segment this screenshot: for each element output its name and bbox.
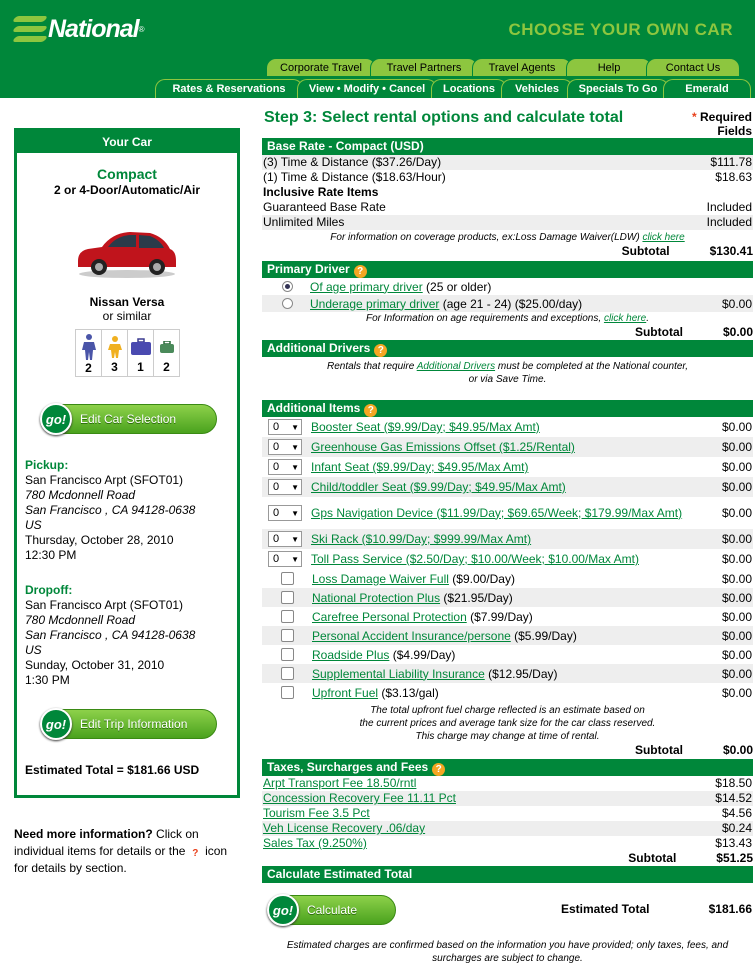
child-capacity bbox=[101, 329, 128, 377]
primary-driver-option bbox=[262, 278, 753, 295]
calculate-button[interactable] bbox=[268, 895, 396, 925]
underage-text: (age 21 - 24) ($25.00/day) bbox=[439, 296, 583, 311]
quantity-select[interactable] bbox=[268, 439, 302, 455]
item-checkbox[interactable] bbox=[281, 572, 294, 585]
dropoff-info bbox=[25, 583, 195, 688]
inclusive-value: Included bbox=[706, 200, 752, 214]
quantity-item-row bbox=[262, 549, 753, 569]
age-click-here-link[interactable]: click here bbox=[603, 313, 647, 324]
car-class: Compact bbox=[97, 166, 157, 182]
pickup-info bbox=[25, 458, 195, 563]
ad-note3: or via Save Time. bbox=[468, 374, 547, 385]
subtotal-label: Subtotal bbox=[634, 325, 683, 339]
dropdown-arrow-icon: ▼ bbox=[291, 462, 299, 472]
required-star: * bbox=[691, 110, 697, 124]
tax-row bbox=[262, 821, 753, 836]
coverage-note bbox=[262, 231, 753, 244]
primary-driver-option bbox=[262, 295, 753, 312]
national-logo-icon bbox=[14, 14, 46, 44]
primary-driver-title: Primary Driver bbox=[267, 262, 350, 276]
small-bag-icon bbox=[159, 333, 175, 360]
underage-radio[interactable] bbox=[282, 298, 293, 309]
pickup-street: 780 Mcdonnell Road bbox=[25, 488, 136, 502]
base-rate-label: (1) Time & Distance ($18.63/Hour) bbox=[263, 170, 446, 184]
base-rate-label: (3) Time & Distance ($37.26/Day) bbox=[263, 155, 442, 169]
item-value: $0.00 bbox=[721, 440, 752, 454]
base-rate-value: $111.78 bbox=[710, 155, 752, 169]
page-title: Step 3: Select rental options and calculate total bbox=[264, 109, 624, 126]
tax-row bbox=[262, 836, 753, 851]
sidebar-estimated-total: Estimated Total = $181.66 USD bbox=[25, 763, 200, 777]
tax-value: $14.52 bbox=[715, 791, 752, 805]
child-icon bbox=[107, 333, 123, 360]
car-name: Nissan Versa bbox=[89, 295, 165, 309]
subtotal-label: Subtotal bbox=[621, 244, 670, 258]
dropoff-time: 1:30 PM bbox=[25, 673, 70, 687]
top-nav bbox=[272, 58, 740, 76]
item-value: $0.00 bbox=[721, 666, 752, 681]
quantity-select[interactable] bbox=[268, 505, 302, 521]
tax-link[interactable]: Arpt Transport Fee 18.50/rntl bbox=[263, 776, 417, 790]
go-icon: go! bbox=[40, 403, 72, 435]
required-text: Required Fields bbox=[699, 110, 752, 138]
item-rate: ($12.95/Day) bbox=[484, 666, 558, 681]
help-icon[interactable]: ? bbox=[354, 265, 367, 278]
item-rate: ($7.99/Day) bbox=[466, 609, 533, 624]
quantity-item-row bbox=[262, 497, 753, 529]
item-link[interactable]: Toll Pass Service ($2.50/Day; $10.00/Week; $10.00/Max Amt) bbox=[311, 552, 639, 566]
subtotal-value: $0.00 bbox=[722, 743, 753, 757]
pickup-time: 12:30 PM bbox=[25, 548, 77, 562]
help-icon: ? bbox=[192, 848, 199, 859]
item-value: $0.00 bbox=[721, 590, 752, 605]
pickup-location: San Francisco Arpt (SFOT01) bbox=[25, 473, 184, 487]
nav-travel-partners[interactable]: Travel Partners bbox=[370, 58, 478, 76]
tax-row bbox=[262, 806, 753, 821]
more-info-text2: icon for details by section. bbox=[14, 844, 228, 875]
item-link[interactable]: Supplemental Liability Insurance bbox=[312, 666, 485, 681]
item-checkbox[interactable] bbox=[281, 686, 294, 699]
checkbox-items bbox=[262, 569, 753, 702]
base-rate-row bbox=[262, 170, 753, 185]
subtotal-value: $51.25 bbox=[716, 851, 753, 865]
edit-car-selection-label: Edit Car Selection bbox=[80, 412, 177, 426]
quantity-items bbox=[262, 417, 753, 569]
capacity-icons bbox=[17, 329, 237, 377]
quantity-item-row bbox=[262, 529, 753, 549]
pickup-country: US bbox=[25, 518, 42, 532]
quantity-value: 0 bbox=[273, 441, 280, 453]
checkbox-item-row bbox=[262, 645, 753, 664]
calculate-row bbox=[262, 883, 753, 931]
tax-value: $13.43 bbox=[715, 836, 752, 850]
calculate-label: Calculate bbox=[307, 903, 358, 917]
your-car-panel bbox=[14, 128, 240, 798]
quantity-item-row bbox=[262, 437, 753, 457]
item-link[interactable]: Greenhouse Gas Emissions Offset ($1.25/Rental) bbox=[311, 440, 575, 454]
estimated-total-label: Estimated Total bbox=[561, 902, 650, 916]
fuel-note1: The total upfront fuel charge reflected is an estimate based on bbox=[370, 705, 645, 716]
subtotal-label: Subtotal bbox=[628, 851, 677, 865]
item-value: $0.00 bbox=[721, 506, 752, 520]
edit-trip-information-label: Edit Trip Information bbox=[80, 717, 188, 731]
quantity-value: 0 bbox=[273, 553, 280, 565]
taxes-header bbox=[262, 759, 753, 776]
item-checkbox[interactable] bbox=[281, 591, 294, 604]
footnote1: Estimated charges are confirmed based on the information you have provided; only taxes, fees, and bbox=[286, 940, 729, 951]
item-link[interactable]: Child/toddler Seat ($9.99/Day; $49.95/Max Amt) bbox=[311, 480, 566, 494]
nav-corporate-travel[interactable]: Corporate Travel bbox=[266, 58, 376, 76]
ad-note1: Rentals that require bbox=[327, 361, 415, 372]
dropdown-arrow-icon: ▼ bbox=[291, 422, 299, 432]
item-value: $0.00 bbox=[721, 609, 752, 624]
tax-row bbox=[262, 791, 753, 806]
large-bag-count: 1 bbox=[137, 360, 144, 374]
fuel-note3: This charge may change at time of rental. bbox=[415, 731, 600, 742]
taxes-title: Taxes, Surcharges and Fees bbox=[267, 760, 429, 774]
base-rate-row bbox=[262, 155, 753, 170]
base-subtotal bbox=[262, 244, 753, 259]
additional-drivers-link[interactable]: Additional Drivers bbox=[416, 361, 496, 372]
tax-value: $4.56 bbox=[721, 806, 752, 820]
item-link[interactable]: Personal Accident Insurance/persone bbox=[312, 628, 511, 643]
nav-help[interactable]: Help bbox=[566, 58, 652, 76]
items-subtotal bbox=[262, 743, 753, 758]
dropoff-country: US bbox=[25, 643, 42, 657]
footnote bbox=[262, 939, 753, 965]
item-rate: ($5.99/Day) bbox=[510, 628, 577, 643]
pickup-date: Thursday, October 28, 2010 bbox=[25, 533, 174, 547]
more-info-text bbox=[14, 826, 244, 877]
item-rate: ($9.00/Day) bbox=[448, 571, 515, 586]
ad-note2: must be completed at the National counter, bbox=[497, 361, 688, 372]
car-image bbox=[72, 221, 182, 281]
item-checkbox[interactable] bbox=[281, 610, 294, 623]
inclusive-row bbox=[262, 200, 753, 215]
quantity-value: 0 bbox=[273, 533, 280, 545]
dropdown-arrow-icon: ▼ bbox=[291, 554, 299, 564]
nav-rates-reservations[interactable]: Rates & Reservations bbox=[155, 79, 303, 98]
dropoff-date: Sunday, October 31, 2010 bbox=[25, 658, 165, 672]
pickup-city: San Francisco , CA 94128-0638 bbox=[25, 503, 196, 517]
dropdown-arrow-icon: ▼ bbox=[291, 482, 299, 492]
subtotal-label: Subtotal bbox=[634, 743, 683, 757]
base-rate-value: $18.63 bbox=[715, 170, 752, 184]
tax-link[interactable]: Sales Tax (9.250%) bbox=[263, 836, 367, 850]
quantity-select[interactable] bbox=[268, 531, 302, 547]
tax-value: $18.50 bbox=[715, 776, 752, 790]
subtotal-value: $130.41 bbox=[709, 244, 753, 258]
checkbox-item-row bbox=[262, 626, 753, 645]
age-note-end: . bbox=[646, 313, 649, 324]
item-link[interactable]: Loss Damage Waiver Full bbox=[312, 571, 449, 586]
more-info-bold: Need more information? bbox=[14, 827, 153, 841]
checkbox-item-row bbox=[262, 683, 753, 702]
item-checkbox[interactable] bbox=[281, 648, 294, 661]
quantity-select[interactable] bbox=[268, 459, 302, 475]
logo-text: National bbox=[48, 14, 139, 43]
help-icon[interactable]: ? bbox=[364, 404, 377, 417]
dropoff-location: San Francisco Arpt (SFOT01) bbox=[25, 598, 184, 612]
inclusive-value: Included bbox=[706, 215, 752, 229]
item-rate: ($21.95/Day) bbox=[440, 590, 513, 605]
coverage-note-text: For information on coverage products, ex:Loss Damage Waiver(LDW) bbox=[330, 232, 640, 243]
item-checkbox[interactable] bbox=[281, 667, 294, 680]
more-info-text1: Click on individual items for details or the bbox=[14, 827, 199, 858]
inclusive-label: Guaranteed Base Rate bbox=[263, 200, 386, 214]
quantity-select[interactable] bbox=[268, 479, 302, 495]
dropdown-arrow-icon: ▼ bbox=[291, 508, 299, 518]
edit-car-selection-button[interactable] bbox=[41, 404, 217, 434]
nav-contact-us[interactable]: Contact Us bbox=[646, 58, 740, 76]
item-value: $0.00 bbox=[721, 647, 752, 662]
inclusive-row bbox=[262, 215, 753, 230]
base-rate-header: Base Rate - Compact (USD) bbox=[262, 138, 753, 155]
tax-link[interactable]: Tourism Fee 3.5 Pct bbox=[263, 806, 370, 820]
item-rate: ($3.13/gal) bbox=[378, 685, 439, 700]
checkbox-item-row bbox=[262, 588, 753, 607]
car-description: 2 or 4-Door/Automatic/Air bbox=[53, 183, 200, 197]
nav-locations[interactable]: Locations bbox=[431, 79, 507, 98]
estimated-total-value: $181.66 bbox=[708, 902, 752, 916]
item-value: $0.00 bbox=[721, 571, 752, 586]
nav-emerald-club[interactable]: Emerald Club bbox=[663, 79, 751, 98]
go-icon: go! bbox=[267, 894, 299, 926]
inclusive-label: Unlimited Miles bbox=[263, 215, 345, 229]
item-link[interactable]: Gps Navigation Device ($11.99/Day; $69.65/Week; $179.99/Max Amt) bbox=[311, 505, 683, 520]
adult-icon bbox=[81, 333, 97, 361]
item-value: $0.00 bbox=[721, 628, 752, 643]
item-link[interactable]: Booster Seat ($9.99/Day; $49.95/Max Amt) bbox=[311, 420, 540, 434]
quantity-item-row bbox=[262, 457, 753, 477]
underage-driver-link[interactable]: Underage primary driver bbox=[310, 296, 440, 311]
site-header bbox=[0, 0, 755, 114]
nav-specials-to-go[interactable]: Specials To Go bbox=[567, 79, 669, 98]
of-age-driver-link[interactable]: Of age primary driver bbox=[310, 279, 423, 294]
subtotal-value: $0.00 bbox=[722, 325, 753, 339]
quantity-value: 0 bbox=[273, 507, 280, 519]
item-link[interactable]: Infant Seat ($9.99/Day; $49.95/Max Amt) bbox=[311, 460, 529, 474]
calculate-header: Calculate Estimated Total bbox=[262, 866, 753, 883]
of-age-text: (25 or older) bbox=[422, 279, 492, 294]
dropoff-street: 780 Mcdonnell Road bbox=[25, 613, 136, 627]
rental-options bbox=[262, 138, 753, 965]
small-bag-capacity bbox=[153, 329, 180, 377]
footnote2: surcharges are subject to change. bbox=[432, 953, 583, 964]
primary-subtotal bbox=[262, 325, 753, 340]
item-value: $0.00 bbox=[721, 420, 752, 434]
dropdown-arrow-icon: ▼ bbox=[291, 534, 299, 544]
item-link[interactable]: Ski Rack ($10.99/Day; $999.99/Max Amt) bbox=[311, 532, 532, 546]
quantity-value: 0 bbox=[273, 421, 280, 433]
child-count: 3 bbox=[111, 360, 118, 374]
item-value: $0.00 bbox=[721, 480, 752, 494]
item-link[interactable]: National Protection Plus bbox=[312, 590, 441, 605]
adult-count: 2 bbox=[85, 361, 92, 375]
tax-value: $0.24 bbox=[721, 821, 752, 835]
item-value: $0.00 bbox=[721, 552, 752, 566]
additional-items-header bbox=[262, 400, 753, 417]
additional-drivers-title: Additional Drivers bbox=[267, 341, 371, 355]
additional-drivers-header bbox=[262, 340, 753, 357]
edit-trip-information-button[interactable] bbox=[41, 709, 217, 739]
checkbox-item-row bbox=[262, 664, 753, 683]
go-icon: go! bbox=[40, 708, 72, 740]
item-value: $0.00 bbox=[721, 532, 752, 546]
dropdown-arrow-icon: ▼ bbox=[291, 442, 299, 452]
logo-registered: ® bbox=[138, 24, 145, 34]
nav-vehicles[interactable]: Vehicles bbox=[501, 79, 573, 98]
large-bag-icon bbox=[130, 333, 152, 360]
taxes-subtotal bbox=[262, 851, 753, 866]
dropoff-city: San Francisco , CA 94128-0638 bbox=[25, 628, 196, 642]
adult-capacity bbox=[75, 329, 102, 377]
inclusive-title: Inclusive Rate Items bbox=[263, 185, 379, 199]
additional-items-title: Additional Items bbox=[267, 401, 361, 415]
age-note bbox=[262, 312, 753, 325]
main-nav bbox=[155, 79, 751, 114]
item-checkbox[interactable] bbox=[281, 629, 294, 642]
quantity-select[interactable] bbox=[268, 551, 302, 567]
tax-rows bbox=[262, 776, 753, 851]
dropoff-label: Dropoff: bbox=[25, 583, 73, 597]
help-icon[interactable]: ? bbox=[432, 763, 445, 776]
quantity-value: 0 bbox=[273, 461, 280, 473]
item-link[interactable]: Roadside Plus bbox=[312, 647, 390, 662]
tax-row bbox=[262, 776, 753, 791]
pickup-label: Pickup: bbox=[25, 458, 69, 472]
quantity-item-row bbox=[262, 477, 753, 497]
fuel-note2: the current prices and average tank size for the car class reserved. bbox=[359, 718, 656, 729]
fuel-note bbox=[262, 704, 753, 743]
or-similar: or similar bbox=[102, 309, 152, 323]
your-car-header: Your Car bbox=[17, 131, 237, 153]
item-link[interactable]: Carefree Personal Protection bbox=[312, 609, 467, 624]
required-fields-note bbox=[680, 110, 752, 138]
nav-travel-agents[interactable]: Travel Agents bbox=[472, 58, 572, 76]
nav-view-modify-cancel[interactable]: View • Modify • Cancel bbox=[297, 79, 437, 98]
checkbox-item-row bbox=[262, 569, 753, 588]
additional-drivers-note bbox=[262, 360, 753, 386]
item-rate: ($4.99/Day) bbox=[389, 647, 456, 662]
national-logo[interactable] bbox=[14, 14, 145, 44]
quantity-item-row bbox=[262, 417, 753, 437]
quantity-select[interactable] bbox=[268, 419, 302, 435]
inclusive-items-title bbox=[262, 185, 753, 200]
item-value: $0.00 bbox=[721, 460, 752, 474]
help-icon[interactable]: ? bbox=[374, 344, 387, 357]
item-link[interactable]: Upfront Fuel bbox=[312, 685, 379, 700]
small-bag-count: 2 bbox=[163, 360, 170, 374]
tax-link[interactable]: Concession Recovery Fee 11.11 Pct bbox=[263, 791, 456, 805]
age-note-text: For Information on age requirements and exceptions, bbox=[366, 313, 602, 324]
primary-driver-header bbox=[262, 261, 753, 278]
of-age-radio[interactable] bbox=[282, 281, 293, 292]
tax-link[interactable]: Veh License Recovery .06/day bbox=[263, 821, 426, 835]
checkbox-item-row bbox=[262, 607, 753, 626]
tagline: CHOOSE YOUR OWN CAR bbox=[508, 20, 733, 39]
quantity-value: 0 bbox=[273, 481, 280, 493]
underage-value: $0.00 bbox=[721, 296, 752, 311]
large-bag-capacity bbox=[127, 329, 154, 377]
coverage-click-here-link[interactable]: click here bbox=[642, 232, 685, 243]
item-value: $0.00 bbox=[721, 685, 752, 700]
